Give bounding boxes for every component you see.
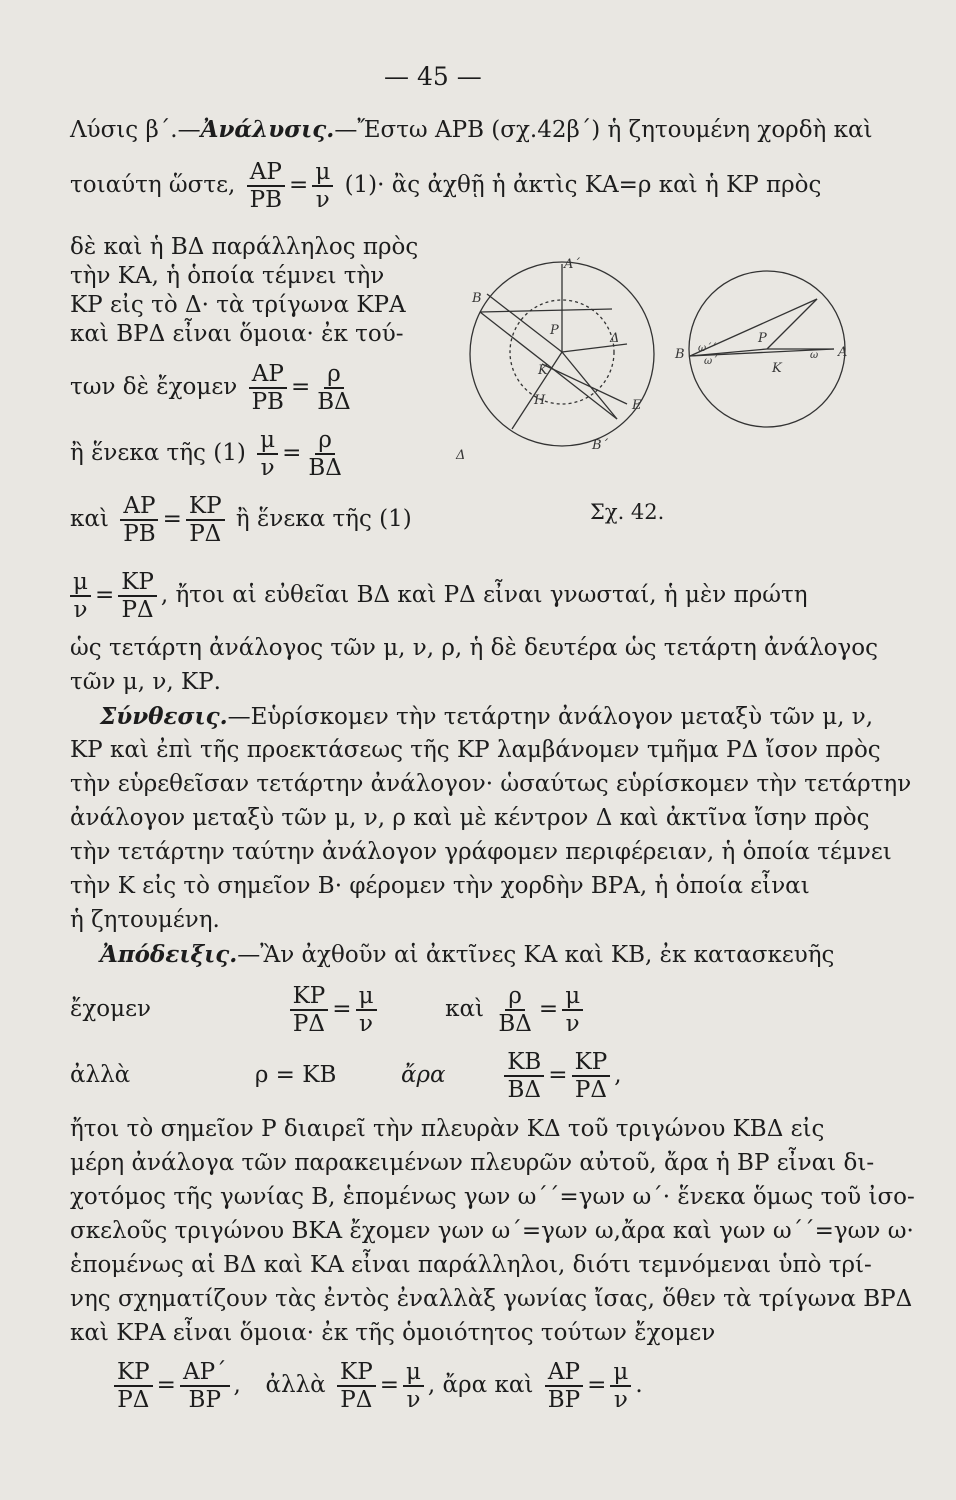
fraction-kp-pd-2: $\frac{KP}{P\Delta}$ (118, 570, 157, 622)
label-a-prime: Α΄ (564, 257, 580, 272)
fraction-mu-nu-2: $\frac{\mu}{\nu}$ (257, 428, 278, 480)
chord-ba (480, 312, 620, 419)
line-6: καὶ ΒΡΔ εἶναι ὅμοια· ἐκ τού- (70, 321, 404, 347)
fraction-ap-bp: $\frac{AP}{BP}$ (545, 1360, 583, 1412)
line-21: ἔχομεν $\frac{KP}{P\Delta}$ = $\frac{\mu}{\nu}$ καὶ $\frac{\rho}{B\Delta}$ = $\frac{\mu}{\nu}$ (70, 984, 876, 1036)
fraction-rho-bd-2: $\frac{\rho}{B\Delta}$ (308, 427, 342, 482)
label-b-right: Β (675, 347, 685, 362)
line-kd (512, 352, 562, 429)
line-bd2 (480, 309, 612, 312)
line-24: μέρη ἀνάλογα τῶν παρακειμένων πλευρῶν αὐτοῦ, ἄρα ἡ ΒΡ εἶναι δι- (70, 1150, 875, 1176)
fraction-mu-nu-3: $\frac{\mu}{\nu}$ (70, 570, 91, 622)
line-1: Λύσις β΄.—Ἀνάλυσις.—Ἔστω ΑΡΒ (σχ.42β΄) ἡ ζητουμένη χορδὴ καὶ (70, 116, 873, 143)
line-13: Σύνθεσις.—Εὑρίσκομεν τὴν τετάρτην ἀνάλογον μεταξὺ τῶν μ, ν, (100, 703, 874, 730)
line-kb1 (562, 352, 617, 419)
fraction-ap-pb: $\frac{AP}{PB}$ (247, 160, 285, 212)
fraction-mu-nu: $\frac{\mu}{\nu}$ (312, 160, 333, 212)
label-a-right: Α (838, 345, 848, 360)
label-h: Η (534, 393, 546, 408)
label-k-left: Κ (538, 363, 548, 378)
line-10: $\frac{\mu}{\nu}$ = $\frac{KP}{P\Delta}$ , ἤτοι αἱ εὐθεῖαι ΒΔ καὶ ΡΔ εἶναι γνωσταί, ἡ μὲν πρώτη (70, 570, 876, 622)
line-kd-right (767, 299, 817, 349)
line-14: ΚΡ καὶ ἐπὶ τῆς προεκτάσεως τῆς ΚΡ λαμβάνομεν τμῆμα ΡΔ ἴσον πρὸς (70, 737, 881, 763)
fraction-rho-bd: $\frac{\rho}{B\Delta}$ (317, 361, 351, 416)
fraction-kp-pd-3: $\frac{KP}{P\Delta}$ (290, 984, 329, 1036)
label-d2: Δ (610, 331, 620, 346)
fraction-kp-pd: $\frac{KP}{P\Delta}$ (186, 494, 225, 546)
line-19: ἡ ζητουμένη. (70, 907, 220, 933)
label-p-left: Ρ (550, 323, 559, 338)
line-16: ἀνάλογον μεταξὺ τῶν μ, ν, ρ καὶ μὲ κέντρον Δ καὶ ἀκτῖνα ἴσην πρὸς (70, 805, 870, 831)
label-omega-d: ω΄ (704, 356, 718, 367)
figure-left (470, 262, 654, 446)
fraction-ap-pb-3: $\frac{AP}{PB}$ (120, 494, 158, 546)
line-20: Ἀπόδειξις.—Ἂν ἀχθοῦν αἱ ἀκτῖνες ΚΑ καὶ ΚΒ, ἐκ κατασκευῆς (100, 941, 835, 968)
label-d-left: Δ (456, 448, 466, 463)
line-29: καὶ ΚΡΑ εἶναι ὅμοια· ἐκ τῆς ὁμοιότητος τούτων ἔχομεν (70, 1320, 716, 1346)
fraction-kp-pd-4: $\frac{KP}{P\Delta}$ (572, 1050, 611, 1102)
line-26: σκελοῦς τριγώνου ΒΚΑ ἔχομεν γων ω΄=γων ω,ἄρα καὶ γων ω΄΄=γων ω· (70, 1218, 914, 1244)
figure-42 (442, 254, 872, 504)
line-3: δὲ καὶ ἡ ΒΔ παράλληλος πρὸς (70, 234, 419, 260)
line-25: χοτόμος τῆς γωνίας Β, ἑπομένως γων ω΄΄=γων ω΄· ἕνεκα ὅμως τοῦ ἰσο- (70, 1184, 915, 1210)
label-b-left: Β (472, 291, 482, 306)
line-2: τοιαύτη ὥστε, $\frac{AP}{PB}$ = $\frac{\mu}{\nu}$ (1)· ἂς ἀχθῇ ἡ ἀκτὶς ΚΑ=ρ καὶ ἡ ΚΡ πρὸς (70, 159, 822, 214)
page-number: — 45 — (384, 62, 482, 91)
fraction-kp-pd-5: $\frac{KP}{P\Delta}$ (114, 1360, 153, 1412)
fraction-ap1-bp: $\frac{AP΄}{BP}$ (180, 1360, 230, 1412)
line-22: ἀλλὰ ρ = ΚΒ ἄρα $\frac{KB}{B\Delta}$ = $\frac{KP}{P\Delta}$ , (70, 1049, 622, 1104)
line-28: νης σχηματίζουν τὰς ἐντὸς ἐναλλὰξ γωνίας ἴσας, ὅθεν τὰ τρίγωνα ΒΡΔ (70, 1286, 913, 1312)
line-he (542, 364, 627, 404)
line-15: τὴν εὑρεθεῖσαν τετάρτην ἀνάλογον· ὡσαύτως εὑρίσκομεν τὴν τετάρτην (70, 771, 912, 797)
label-k-right: Κ (772, 361, 782, 376)
line-30: $\frac{KP}{P\Delta}$ = $\frac{AP΄}{BP}$ , ἀλλὰ $\frac{KP}{P\Delta}$ = $\frac{\mu}{\nu}$ , ἄρα καὶ $\frac{AP}{BP}$ = $\frac{\mu}{\nu}$ . (110, 1360, 876, 1412)
line-23: ἤτοι τὸ σημεῖον Ρ διαιρεῖ τὴν πλευρὰν ΚΔ τοῦ τριγώνου ΚΒΔ εἰς (70, 1116, 825, 1142)
fraction-mu-nu-6: $\frac{\mu}{\nu}$ (403, 1360, 424, 1412)
label-omega-dd: ω΄΄ (698, 343, 717, 354)
line-5: ΚΡ εἰς τὸ Δ· τὰ τρίγωνα ΚΡΑ (70, 292, 406, 318)
fraction-mu-nu-7: $\frac{\mu}{\nu}$ (610, 1360, 631, 1412)
line-12: τῶν μ, ν, ΚΡ. (70, 669, 221, 695)
label-b-prime: Β΄ (592, 438, 609, 453)
line-7: των δὲ ἔχομεν $\frac{AP}{PB}$ = $\frac{\rho}{B\Delta}$ (70, 362, 876, 414)
figure-caption: Σχ. 42. (590, 500, 665, 524)
label-e: Ε (632, 398, 642, 413)
fraction-mu-nu-4: $\frac{\mu}{\nu}$ (356, 984, 377, 1036)
line-18: τὴν Κ εἰς τὸ σημεῖον Β· φέρομεν τὴν χορδὴν ΒΡΑ, ἡ ὁποία εἶναι (70, 873, 810, 899)
line-17: τὴν τετάρτην ταύτην ἀνάλογον γράφομεν περιφέρειαν, ἡ ὁποία τέμνει (70, 839, 892, 865)
fraction-ap-pb-2: $\frac{AP}{PB}$ (249, 362, 287, 414)
line-27: ἑπομένως αἱ ΒΔ καὶ ΚΑ εἶναι παράλληλοι, διότι τεμνόμεναι ὑπὸ τρί- (70, 1252, 872, 1278)
line-8: ἢ ἕνεκα τῆς (1) $\frac{\mu}{\nu}$ = $\frac{\rho}{B\Delta}$ (70, 428, 876, 480)
fraction-mu-nu-5: $\frac{\mu}{\nu}$ (562, 984, 583, 1036)
line-11: ὡς τετάρτη ἀνάλογος τῶν μ, ν, ρ, ἡ δὲ δευτέρα ὡς τετάρτη ἀνάλογος (70, 635, 878, 661)
fraction-rho-bd-3: $\frac{\rho}{B\Delta}$ (498, 983, 532, 1038)
line-4: τὴν ΚΑ, ἡ ὁποία τέμνει τὴν (70, 263, 385, 289)
label-omega: ω (810, 350, 819, 361)
line-9: καὶ $\frac{AP}{PB}$ = $\frac{KP}{P\Delta}$ ἢ ἕνεκα τῆς (1) (70, 493, 412, 548)
fraction-kp-pd-6: $\frac{KP}{P\Delta}$ (337, 1360, 376, 1412)
label-p-right: Ρ (758, 331, 767, 346)
fraction-kb-bd: $\frac{KB}{B\Delta}$ (504, 1050, 544, 1102)
